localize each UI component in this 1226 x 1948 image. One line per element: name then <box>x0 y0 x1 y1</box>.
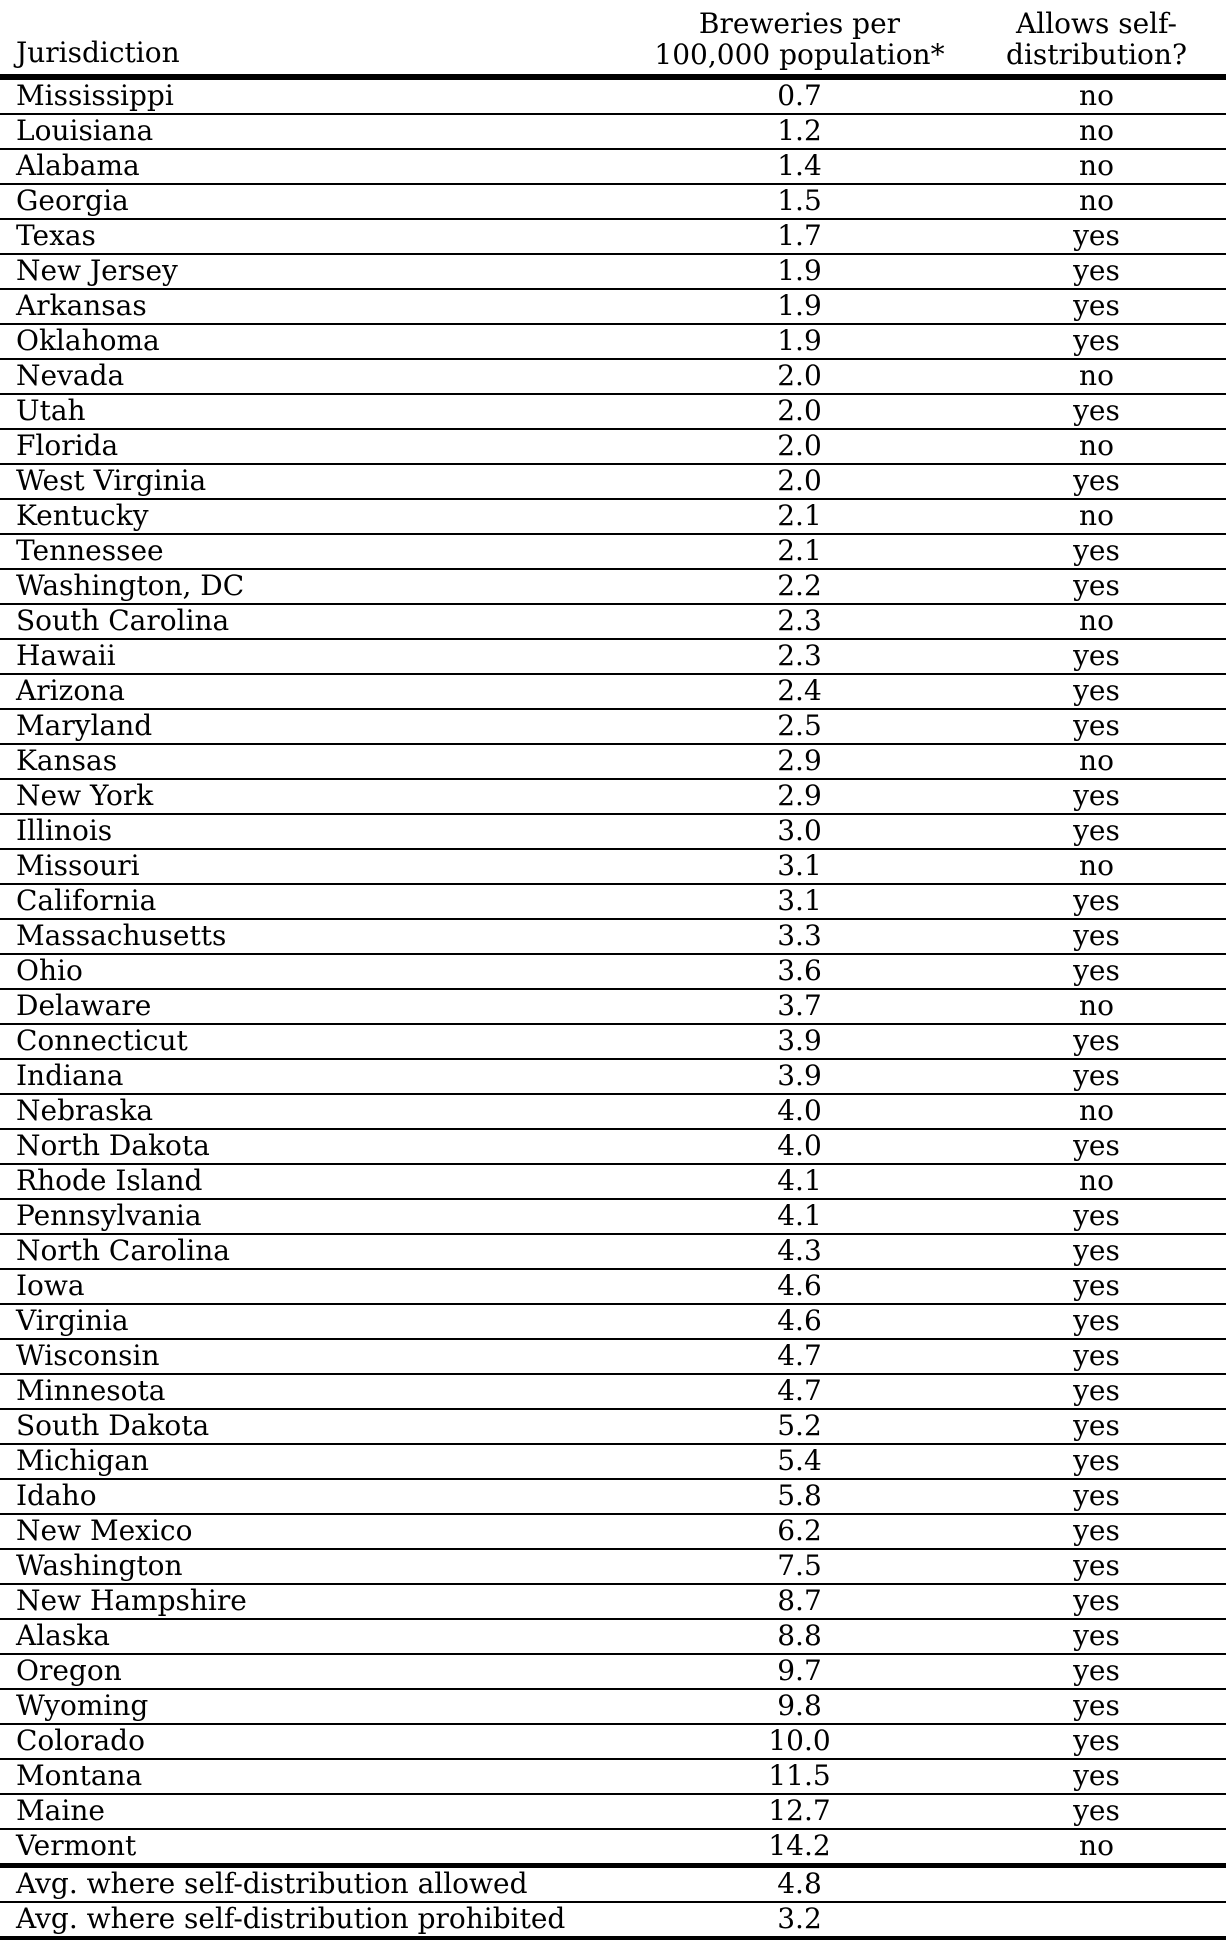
allows-self-distribution-cell: no <box>967 1164 1226 1199</box>
table-row <box>0 849 1226 884</box>
table-row <box>0 1794 1226 1829</box>
breweries-per-100k-cell: 4.0 <box>632 1094 967 1129</box>
jurisdiction-cell: Connecticut <box>0 1024 632 1059</box>
breweries-per-100k-cell: 1.9 <box>632 289 967 324</box>
allows-self-distribution-cell: yes <box>967 709 1226 744</box>
breweries-per-100k-cell: 4.1 <box>632 1199 967 1234</box>
table-row <box>0 779 1226 814</box>
table-row <box>0 1829 1226 1866</box>
allows-self-distribution-cell: yes <box>967 1759 1226 1794</box>
table-row <box>0 219 1226 254</box>
table-row <box>0 184 1226 219</box>
allows-self-distribution-cell: yes <box>967 1024 1226 1059</box>
table-row <box>0 359 1226 394</box>
allows-self-distribution-cell: no <box>967 429 1226 464</box>
allows-self-distribution-cell: yes <box>967 639 1226 674</box>
allows-self-distribution-cell: yes <box>967 464 1226 499</box>
jurisdiction-cell: New Mexico <box>0 1514 632 1549</box>
jurisdiction-cell: Rhode Island <box>0 1164 632 1199</box>
allows-self-distribution-cell: yes <box>967 1129 1226 1164</box>
jurisdiction-cell: Vermont <box>0 1829 632 1866</box>
table-row <box>0 1689 1226 1724</box>
jurisdiction-cell: North Dakota <box>0 1129 632 1164</box>
table-row <box>0 604 1226 639</box>
table-row <box>0 1129 1226 1164</box>
breweries-per-100k-cell: 4.0 <box>632 1129 967 1164</box>
allows-self-distribution-cell: yes <box>967 1339 1226 1374</box>
table-row <box>0 394 1226 429</box>
header-selfdist-line2: distribution? <box>1006 38 1187 71</box>
breweries-per-100k-cell: 2.9 <box>632 779 967 814</box>
allows-self-distribution-cell: no <box>967 77 1226 114</box>
summary-label-cell: Avg. where self-distribution prohibited <box>0 1902 632 1938</box>
table-row <box>0 254 1226 289</box>
allows-self-distribution-cell: yes <box>967 324 1226 359</box>
jurisdiction-cell: Oregon <box>0 1654 632 1689</box>
allows-self-distribution-cell: yes <box>967 1479 1226 1514</box>
jurisdiction-cell: New Jersey <box>0 254 632 289</box>
breweries-per-100k-cell: 2.5 <box>632 709 967 744</box>
table-row <box>0 324 1226 359</box>
table-body <box>0 77 1226 1866</box>
breweries-per-100k-cell: 11.5 <box>632 1759 967 1794</box>
table-row <box>0 709 1226 744</box>
table-row <box>0 1024 1226 1059</box>
table-row <box>0 1234 1226 1269</box>
jurisdiction-cell: North Carolina <box>0 1234 632 1269</box>
jurisdiction-cell: Arizona <box>0 674 632 709</box>
breweries-per-100k-cell: 1.7 <box>632 219 967 254</box>
table-row <box>0 289 1226 324</box>
breweries-per-100k-cell: 2.0 <box>632 464 967 499</box>
breweries-per-100k-cell: 3.1 <box>632 884 967 919</box>
breweries-per-100k-cell: 2.3 <box>632 639 967 674</box>
table-row <box>0 1724 1226 1759</box>
allows-self-distribution-cell: yes <box>967 534 1226 569</box>
allows-self-distribution-cell: no <box>967 149 1226 184</box>
jurisdiction-cell: Pennsylvania <box>0 1199 632 1234</box>
breweries-per-100k-cell: 2.0 <box>632 429 967 464</box>
allows-self-distribution-cell: yes <box>967 1689 1226 1724</box>
table-row <box>0 1199 1226 1234</box>
table-row <box>0 1444 1226 1479</box>
summary-value-cell: 4.8 <box>632 1866 967 1903</box>
allows-self-distribution-cell: yes <box>967 814 1226 849</box>
jurisdiction-cell: Colorado <box>0 1724 632 1759</box>
jurisdiction-cell: Indiana <box>0 1059 632 1094</box>
allows-self-distribution-cell: yes <box>967 1059 1226 1094</box>
breweries-per-100k-cell: 4.6 <box>632 1304 967 1339</box>
breweries-per-100k-cell: 5.8 <box>632 1479 967 1514</box>
breweries-per-100k-cell: 2.3 <box>632 604 967 639</box>
table-row <box>0 814 1226 849</box>
breweries-per-100k-cell: 4.3 <box>632 1234 967 1269</box>
allows-self-distribution-cell: no <box>967 359 1226 394</box>
table-header <box>0 0 1226 77</box>
allows-self-distribution-cell: yes <box>967 1724 1226 1759</box>
jurisdiction-cell: Iowa <box>0 1269 632 1304</box>
breweries-per-100k-cell: 8.8 <box>632 1619 967 1654</box>
allows-self-distribution-cell: yes <box>967 289 1226 324</box>
allows-self-distribution-cell: no <box>967 1829 1226 1866</box>
jurisdiction-cell: Ohio <box>0 954 632 989</box>
jurisdiction-cell: California <box>0 884 632 919</box>
jurisdiction-cell: Washington, DC <box>0 569 632 604</box>
table-row <box>0 989 1226 1024</box>
breweries-per-100k-cell: 3.9 <box>632 1024 967 1059</box>
jurisdiction-cell: New York <box>0 779 632 814</box>
table-row <box>0 1164 1226 1199</box>
breweries-per-100k-cell: 4.6 <box>632 1269 967 1304</box>
breweries-per-100k-cell: 2.4 <box>632 674 967 709</box>
jurisdiction-cell: Washington <box>0 1549 632 1584</box>
jurisdiction-cell: Arkansas <box>0 289 632 324</box>
header-allows-self-distribution <box>967 0 1226 77</box>
allows-self-distribution-cell: yes <box>967 919 1226 954</box>
allows-self-distribution-cell: yes <box>967 1549 1226 1584</box>
breweries-per-100k-cell: 3.6 <box>632 954 967 989</box>
breweries-per-100k-cell: 1.9 <box>632 254 967 289</box>
summary-value-cell: 3.2 <box>632 1902 967 1938</box>
jurisdiction-cell: Louisiana <box>0 114 632 149</box>
summary-row <box>0 1902 1226 1938</box>
table-row <box>0 499 1226 534</box>
jurisdiction-cell: South Dakota <box>0 1409 632 1444</box>
breweries-per-100k-cell: 3.3 <box>632 919 967 954</box>
table-row <box>0 884 1226 919</box>
allows-self-distribution-cell: yes <box>967 394 1226 429</box>
header-row <box>0 0 1226 77</box>
table-row <box>0 569 1226 604</box>
allows-self-distribution-cell: yes <box>967 1199 1226 1234</box>
jurisdiction-cell: Massachusetts <box>0 919 632 954</box>
jurisdiction-cell: Idaho <box>0 1479 632 1514</box>
breweries-per-100k-cell: 14.2 <box>632 1829 967 1866</box>
jurisdiction-cell: Montana <box>0 1759 632 1794</box>
table-row <box>0 1409 1226 1444</box>
table-row <box>0 149 1226 184</box>
table-row <box>0 464 1226 499</box>
allows-self-distribution-cell: yes <box>967 1234 1226 1269</box>
jurisdiction-cell: Maryland <box>0 709 632 744</box>
jurisdiction-cell: Illinois <box>0 814 632 849</box>
jurisdiction-cell: Florida <box>0 429 632 464</box>
jurisdiction-cell: Tennessee <box>0 534 632 569</box>
allows-self-distribution-cell: yes <box>967 219 1226 254</box>
breweries-per-100k-cell: 7.5 <box>632 1549 967 1584</box>
summary-row <box>0 1866 1226 1903</box>
allows-self-distribution-cell: yes <box>967 1444 1226 1479</box>
jurisdiction-cell: Utah <box>0 394 632 429</box>
table-row <box>0 1269 1226 1304</box>
table-row <box>0 1094 1226 1129</box>
allows-self-distribution-cell: yes <box>967 1304 1226 1339</box>
table-row <box>0 1514 1226 1549</box>
jurisdiction-cell: Hawaii <box>0 639 632 674</box>
breweries-per-100k-cell: 4.7 <box>632 1339 967 1374</box>
allows-self-distribution-cell: no <box>967 114 1226 149</box>
jurisdiction-cell: Georgia <box>0 184 632 219</box>
breweries-per-100k-cell: 3.0 <box>632 814 967 849</box>
allows-self-distribution-cell: no <box>967 744 1226 779</box>
header-breweries-line1: Breweries per <box>698 7 901 40</box>
table-row <box>0 1339 1226 1374</box>
breweries-per-100k-cell: 4.7 <box>632 1374 967 1409</box>
allows-self-distribution-cell: yes <box>967 954 1226 989</box>
jurisdiction-cell: Kansas <box>0 744 632 779</box>
header-breweries-per-100k <box>632 0 967 77</box>
allows-self-distribution-cell: no <box>967 184 1226 219</box>
breweries-per-100k-cell: 10.0 <box>632 1724 967 1759</box>
breweries-per-100k-cell: 3.1 <box>632 849 967 884</box>
jurisdiction-cell: Alabama <box>0 149 632 184</box>
jurisdiction-cell: South Carolina <box>0 604 632 639</box>
jurisdiction-cell: New Hampshire <box>0 1584 632 1619</box>
allows-self-distribution-cell: no <box>967 499 1226 534</box>
jurisdiction-cell: Nevada <box>0 359 632 394</box>
breweries-per-100k-cell: 2.2 <box>632 569 967 604</box>
table-row <box>0 744 1226 779</box>
jurisdiction-cell: Virginia <box>0 1304 632 1339</box>
table-row <box>0 1374 1226 1409</box>
jurisdiction-cell: Wyoming <box>0 1689 632 1724</box>
table-row <box>0 674 1226 709</box>
summary-empty-cell <box>967 1902 1226 1938</box>
allows-self-distribution-cell: yes <box>967 884 1226 919</box>
allows-self-distribution-cell: yes <box>967 1794 1226 1829</box>
header-selfdist-line1: Allows self- <box>1016 7 1177 40</box>
breweries-per-100k-cell: 1.2 <box>632 114 967 149</box>
allows-self-distribution-cell: yes <box>967 1584 1226 1619</box>
allows-self-distribution-cell: yes <box>967 1654 1226 1689</box>
table-row <box>0 429 1226 464</box>
breweries-per-100k-cell: 2.1 <box>632 534 967 569</box>
table-row <box>0 1584 1226 1619</box>
jurisdiction-cell: Minnesota <box>0 1374 632 1409</box>
allows-self-distribution-cell: yes <box>967 1409 1226 1444</box>
allows-self-distribution-cell: yes <box>967 1514 1226 1549</box>
table-row <box>0 1654 1226 1689</box>
breweries-per-100k-cell: 1.4 <box>632 149 967 184</box>
breweries-per-100k-cell: 3.7 <box>632 989 967 1024</box>
allows-self-distribution-cell: yes <box>967 1269 1226 1304</box>
table-row <box>0 114 1226 149</box>
table-row <box>0 639 1226 674</box>
jurisdiction-cell: Missouri <box>0 849 632 884</box>
table-row <box>0 77 1226 114</box>
table-row <box>0 919 1226 954</box>
allows-self-distribution-cell: yes <box>967 254 1226 289</box>
breweries-per-100k-cell: 5.2 <box>632 1409 967 1444</box>
breweries-per-100k-cell: 2.9 <box>632 744 967 779</box>
summary-empty-cell <box>967 1866 1226 1903</box>
jurisdiction-cell: Michigan <box>0 1444 632 1479</box>
table-row <box>0 534 1226 569</box>
jurisdiction-cell: Oklahoma <box>0 324 632 359</box>
header-breweries-line2: 100,000 population* <box>654 38 945 71</box>
allows-self-distribution-cell: no <box>967 604 1226 639</box>
jurisdiction-cell: Wisconsin <box>0 1339 632 1374</box>
jurisdiction-cell: Alaska <box>0 1619 632 1654</box>
breweries-per-100k-cell: 1.9 <box>632 324 967 359</box>
table-row <box>0 1759 1226 1794</box>
breweries-per-100k-cell: 12.7 <box>632 1794 967 1829</box>
table-summary <box>0 1866 1226 1939</box>
breweries-per-100k-cell: 4.1 <box>632 1164 967 1199</box>
table-row <box>0 1479 1226 1514</box>
breweries-per-100k-cell: 9.8 <box>632 1689 967 1724</box>
allows-self-distribution-cell: yes <box>967 674 1226 709</box>
breweries-per-100k-cell: 0.7 <box>632 77 967 114</box>
allows-self-distribution-cell: yes <box>967 1619 1226 1654</box>
table-row <box>0 954 1226 989</box>
breweries-per-100k-cell: 1.5 <box>632 184 967 219</box>
table-row <box>0 1619 1226 1654</box>
table-row <box>0 1059 1226 1094</box>
breweries-per-100k-cell: 5.4 <box>632 1444 967 1479</box>
allows-self-distribution-cell: no <box>967 1094 1226 1129</box>
allows-self-distribution-cell: no <box>967 989 1226 1024</box>
jurisdiction-cell: Maine <box>0 1794 632 1829</box>
breweries-per-100k-cell: 2.0 <box>632 394 967 429</box>
jurisdiction-cell: Delaware <box>0 989 632 1024</box>
jurisdiction-cell: Texas <box>0 219 632 254</box>
allows-self-distribution-cell: yes <box>967 1374 1226 1409</box>
allows-self-distribution-cell: no <box>967 849 1226 884</box>
breweries-per-100k-cell: 2.0 <box>632 359 967 394</box>
header-jurisdiction: Jurisdiction <box>0 0 632 77</box>
jurisdiction-cell: Nebraska <box>0 1094 632 1129</box>
jurisdiction-cell: Kentucky <box>0 499 632 534</box>
jurisdiction-cell: Mississippi <box>0 77 632 114</box>
breweries-per-100k-cell: 6.2 <box>632 1514 967 1549</box>
breweries-per-100k-cell: 3.9 <box>632 1059 967 1094</box>
table-row <box>0 1549 1226 1584</box>
breweries-per-100k-cell: 8.7 <box>632 1584 967 1619</box>
table-row <box>0 1304 1226 1339</box>
allows-self-distribution-cell: yes <box>967 779 1226 814</box>
breweries-per-100k-cell: 2.1 <box>632 499 967 534</box>
breweries-per-100k-cell: 9.7 <box>632 1654 967 1689</box>
allows-self-distribution-cell: yes <box>967 569 1226 604</box>
jurisdiction-cell: West Virginia <box>0 464 632 499</box>
summary-label-cell: Avg. where self-distribution allowed <box>0 1866 632 1903</box>
